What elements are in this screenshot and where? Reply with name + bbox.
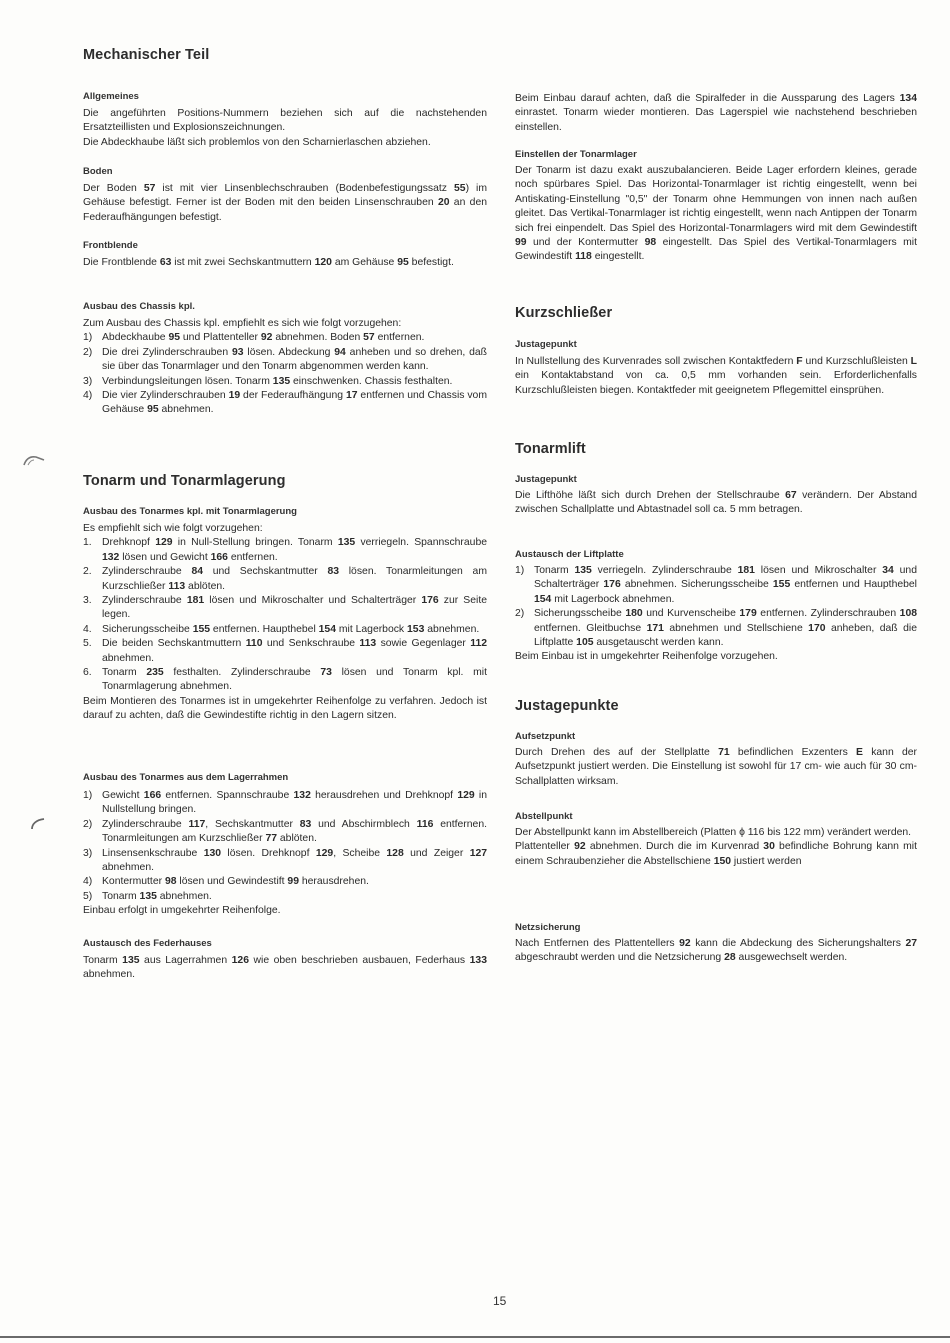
list-item-number: 3. bbox=[83, 595, 92, 607]
paragraph-boden: Der Boden 57 ist mit vier Linsenblechschrauben (Bodenbefestigungssatz 55) im Gehäuse befestigt. Ferner ist der Boden mit den beiden Linsenschrauben 20 an den Federaufhängungen befestigt. bbox=[83, 183, 488, 223]
section-title-mechanischer-teil: Mechanischer Teil bbox=[83, 47, 210, 63]
paragraph-einstellen-tonarmlager: Der Tonarm ist dazu exakt auszubalancieren. Beide Lager erfordern kleines, gerade noch spürbares Spiel. Das Horizontal-Tonarmlager ist richtig eingestellt, wenn bei Antiskating-Einstellung "0,5" der Tonarm ohne Hemmungen von innen nach außen gleitet. Das Vertikal-Tonarmlager ist richtig eingestellt, wenn nach Antippen der Tonarm sich frei einpendelt. Das Spiel des Horizontal-Tonarmlagers wird mit dem Gewindestift 99 und der Kontermutter 98 eingestellt. Das Spiel des Vertikal-Tonarmlagers mit Gewindestift 118 eingestellt. bbox=[515, 165, 917, 263]
paragraph-liftplatte-outro: Beim Einbau ist in umgekehrter Reihenfolge vorzugehen. bbox=[515, 651, 778, 663]
list-item-text: Gewicht 166 entfernen. Spannschraube 132 herausdrehen und Drehknopf 129 in Nullstellung bringen. bbox=[102, 790, 488, 816]
block-abstellpunkt bbox=[515, 826, 917, 869]
heading-federhaus: Austausch des Federhauses bbox=[83, 938, 212, 949]
list-item-number: 6. bbox=[83, 667, 92, 679]
list-item bbox=[83, 375, 487, 389]
list-item bbox=[83, 847, 487, 876]
list-item-number: 3) bbox=[83, 847, 93, 859]
page-number: 15 bbox=[493, 1294, 507, 1308]
list-item-text: Sicherungsscheibe 180 und Kurvenscheibe 179 entfernen. Zylinderschrauben 108 entfernen. Gleitbuchse 171 abnehmen und Stellschiene 170 anheben, daß die Liftplatte 105 ausgetauscht werden kann. bbox=[534, 608, 918, 649]
block-allgemeines bbox=[83, 107, 487, 150]
heading-allgemeines: Allgemeines bbox=[83, 91, 139, 102]
list-item bbox=[83, 623, 487, 637]
paragraph-allgemeines-1: Die angeführten Positions-Nummern beziehen sich auf die nachstehenden Ersatzteillisten und Explosionszeichnungen. bbox=[83, 108, 487, 134]
list-item-text: Drehknopf 129 in Null-Stellung bringen. Tonarm 135 verriegeln. Spannschraube 132 lösen und Gewicht 166 entfernen. bbox=[102, 537, 488, 563]
section-title-tonarm: Tonarm und Tonarmlagerung bbox=[83, 473, 286, 489]
list-item-text: Sicherungsscheibe 155 entfernen. Haupthebel 154 mit Lagerbock 153 abnehmen. bbox=[102, 623, 480, 635]
list-item-number: 5) bbox=[83, 890, 93, 902]
list-item bbox=[83, 594, 487, 623]
list-item-number: 4) bbox=[83, 390, 93, 402]
list-item bbox=[83, 565, 487, 594]
block-ausbau-chassis bbox=[83, 317, 487, 418]
heading-ausbau-lagerrahmen: Ausbau des Tonarmes aus dem Lagerrahmen bbox=[83, 772, 289, 783]
list-item bbox=[83, 536, 487, 565]
list-item-text: Kontermutter 98 lösen und Gewindestift 99 herausdrehen. bbox=[102, 876, 369, 888]
heading-aufsetzpunkt: Aufsetzpunkt bbox=[515, 731, 576, 742]
heading-kurz-justagepunkt: Justagepunkt bbox=[515, 339, 577, 350]
list-item bbox=[83, 346, 487, 375]
paragraph-allgemeines-2: Die Abdeckhaube läßt sich problemlos von den Scharnierlaschen abziehen. bbox=[83, 136, 431, 148]
paragraph-aufsetzpunkt: Durch Drehen des auf der Stellplatte 71 befindlichen Exzenters E kann der Aufsetzpunkt justiert werden. Die Einstellung ist sowohl für 17 cm- wie auch für 30 cm-Schallplatten wirksam. bbox=[515, 747, 917, 787]
bottom-rule bbox=[0, 1336, 950, 1338]
lagerrahmen-steps bbox=[83, 789, 487, 904]
paragraph-kurzschliesser: In Nullstellung des Kurvenrades soll zwischen Kontaktfedern F und Kurzschlußleisten L ein Kontaktabstand von ca. 0,5 mm vorhanden sein. Erforderlichenfalls Kurzschlußleisten biegen. Kontaktfeder mit geeignetem Pflegemittel einsprühen. bbox=[515, 356, 918, 396]
paragraph-federhaus: Tonarm 135 aus Lagerrahmen 126 wie oben beschrieben ausbauen, Federhaus 133 abnehmen. bbox=[83, 955, 487, 981]
list-item bbox=[83, 818, 487, 847]
list-item-text: Tonarm 135 abnehmen. bbox=[102, 890, 212, 902]
paragraph-lifthoehe: Die Lifthöhe läßt sich durch Drehen der Stellschraube 67 verändern. Der Abstand zwischen Schallplatte und Abtastnadel soll ca. 5 mm betragen. bbox=[515, 490, 917, 516]
list-item-number: 4. bbox=[83, 623, 92, 635]
section-title-kurzschliesser: Kurzschließer bbox=[515, 305, 613, 321]
paragraph-einbau-spiralfeder: Beim Einbau darauf achten, daß die Spiralfeder in die Aussparung des Lagers 134 einrastet. Tonarm wieder montieren. Das Lagerspiel wie nachstehend beschrieben einstellen. bbox=[515, 93, 917, 133]
block-ausbau-tonarm-kpl bbox=[83, 522, 487, 724]
liftplatte-steps bbox=[515, 564, 917, 650]
block-ausbau-lagerrahmen bbox=[83, 789, 487, 919]
heading-boden: Boden bbox=[83, 166, 113, 177]
list-item-text: Die drei Zylinderschrauben 93 lösen. Abdeckung 94 anheben und so drehen, daß sie über das Tonarmlager und den Tonarm abgenommen werden kann. bbox=[102, 346, 487, 373]
heading-netzsicherung: Netzsicherung bbox=[515, 922, 581, 933]
paragraph-lagerrahmen-outro: Einbau erfolgt in umgekehrter Reihenfolge. bbox=[83, 905, 281, 917]
list-item bbox=[83, 637, 487, 666]
list-item-number: 1) bbox=[515, 565, 525, 576]
list-item-number: 1) bbox=[83, 332, 93, 344]
block-austausch-liftplatte bbox=[515, 564, 917, 665]
list-item-text: Die beiden Sechskantmuttern 110 und Senkschraube 113 sowie Gegenlager 112 abnehmen. bbox=[102, 638, 487, 664]
list-item-text: Abdeckhaube 95 und Plattenteller 92 abnehmen. Boden 57 entfernen. bbox=[102, 332, 425, 344]
margin-scan-mark-lower bbox=[22, 816, 46, 830]
heading-einstellen-tonarmlager: Einstellen der Tonarmlager bbox=[515, 149, 637, 160]
heading-abstellpunkt: Abstellpunkt bbox=[515, 811, 573, 822]
list-item-number: 1) bbox=[83, 790, 93, 801]
list-item-text: Tonarm 235 festhalten. Zylinderschraube 73 lösen und Tonarm kpl. mit Tonarmlagerung abnehmen. bbox=[102, 667, 487, 693]
paragraph-chassis-intro: Zum Ausbau des Chassis kpl. empfiehlt es sich wie folgt vorzugehen: bbox=[83, 318, 402, 329]
list-item-number: 2. bbox=[83, 566, 92, 578]
chassis-steps bbox=[83, 331, 487, 417]
list-item bbox=[83, 789, 487, 818]
list-item bbox=[515, 607, 917, 650]
list-item-text: Zylinderschraube 181 lösen und Mikroschalter und Schalterträger 176 zur Seite legen. bbox=[102, 595, 487, 621]
list-item-number: 2) bbox=[83, 818, 93, 830]
list-item bbox=[83, 875, 487, 889]
section-title-tonarmlift: Tonarmlift bbox=[515, 441, 586, 457]
heading-lift-justagepunkt: Justagepunkt bbox=[515, 474, 577, 485]
paragraph-netzsicherung: Nach Entfernen des Plattentellers 92 kann die Abdeckung des Sicherungshalters 27 abgeschraubt werden und die Netzsicherung 28 ausgewechselt werden. bbox=[515, 938, 918, 964]
paragraph-abstellpunkt-2: Plattenteller 92 abnehmen. Durch die im Kurvenrad 30 befindliche Bohrung kann mit einem Schraubenzieher die Abstellschiene 150 justiert werden bbox=[515, 841, 917, 867]
list-item-number: 2) bbox=[515, 608, 525, 620]
heading-austausch-liftplatte: Austausch der Liftplatte bbox=[515, 549, 624, 560]
list-item-text: Linsensenkschraube 130 lösen. Drehknopf 129, Scheibe 128 und Zeiger 127 abnehmen. bbox=[102, 847, 488, 874]
list-item-text: Verbindungsleitungen lösen. Tonarm 135 einschwenken. Chassis festhalten. bbox=[102, 375, 453, 387]
list-item-text: Die vier Zylinderschrauben 19 der Federaufhängung 17 entfernen und Chassis vom Gehäuse 95 abnehmen. bbox=[102, 390, 487, 416]
list-item bbox=[83, 666, 487, 695]
list-item-number: 4) bbox=[83, 876, 93, 888]
margin-scan-mark-upper bbox=[22, 453, 46, 467]
list-item-number: 3) bbox=[83, 375, 93, 387]
heading-ausbau-tonarm-kpl: Ausbau des Tonarmes kpl. mit Tonarmlagerung bbox=[83, 506, 297, 517]
paragraph-abstellpunkt-1: Der Abstellpunkt kann im Abstellbereich (Platten ϕ 116 bis 122 mm) verändert werden. bbox=[515, 827, 912, 838]
list-item-number: 2) bbox=[83, 346, 93, 358]
list-item-text: Tonarm 135 verriegeln. Zylinderschraube 181 lösen und Mikroschalter 34 und Schalterträger 176 abnehmen. Sicherungsscheibe 155 entfernen und Haupthebel 154 mit Lagerbock abnehmen. bbox=[534, 565, 917, 605]
list-item bbox=[515, 564, 917, 607]
list-item-text: Zylinderschraube 117, Sechskantmutter 83 und Abschirmblech 116 entfernen. Tonarmleitungen am Kurzschließer 77 ablöten. bbox=[102, 818, 487, 845]
tonarm-kpl-steps bbox=[83, 536, 487, 694]
list-item-text: Zylinderschraube 84 und Sechskantmutter 83 lösen. Tonarmleitungen am Kurzschließer 113 ablöten. bbox=[102, 566, 487, 592]
heading-frontblende: Frontblende bbox=[83, 240, 138, 251]
list-item-number: 1. bbox=[83, 537, 92, 549]
list-item bbox=[83, 890, 487, 904]
section-title-justagepunkte: Justagepunkte bbox=[515, 698, 619, 714]
heading-ausbau-chassis: Ausbau des Chassis kpl. bbox=[83, 301, 195, 312]
list-item-number: 5. bbox=[83, 638, 92, 650]
paragraph-tonarm-intro: Es empfiehlt sich wie folgt vorzugehen: bbox=[83, 523, 263, 534]
list-item bbox=[83, 389, 487, 418]
paragraph-frontblende: Die Frontblende 63 ist mit zwei Sechskantmuttern 120 am Gehäuse 95 befestigt. bbox=[83, 257, 454, 268]
list-item bbox=[83, 331, 487, 345]
paragraph-tonarm-outro: Beim Montieren des Tonarmes ist in umgekehrter Reihenfolge zu verfahren. Jedoch ist darauf zu achten, daß die Gewindestifte richtig in den Lagern sitzen. bbox=[83, 695, 487, 722]
